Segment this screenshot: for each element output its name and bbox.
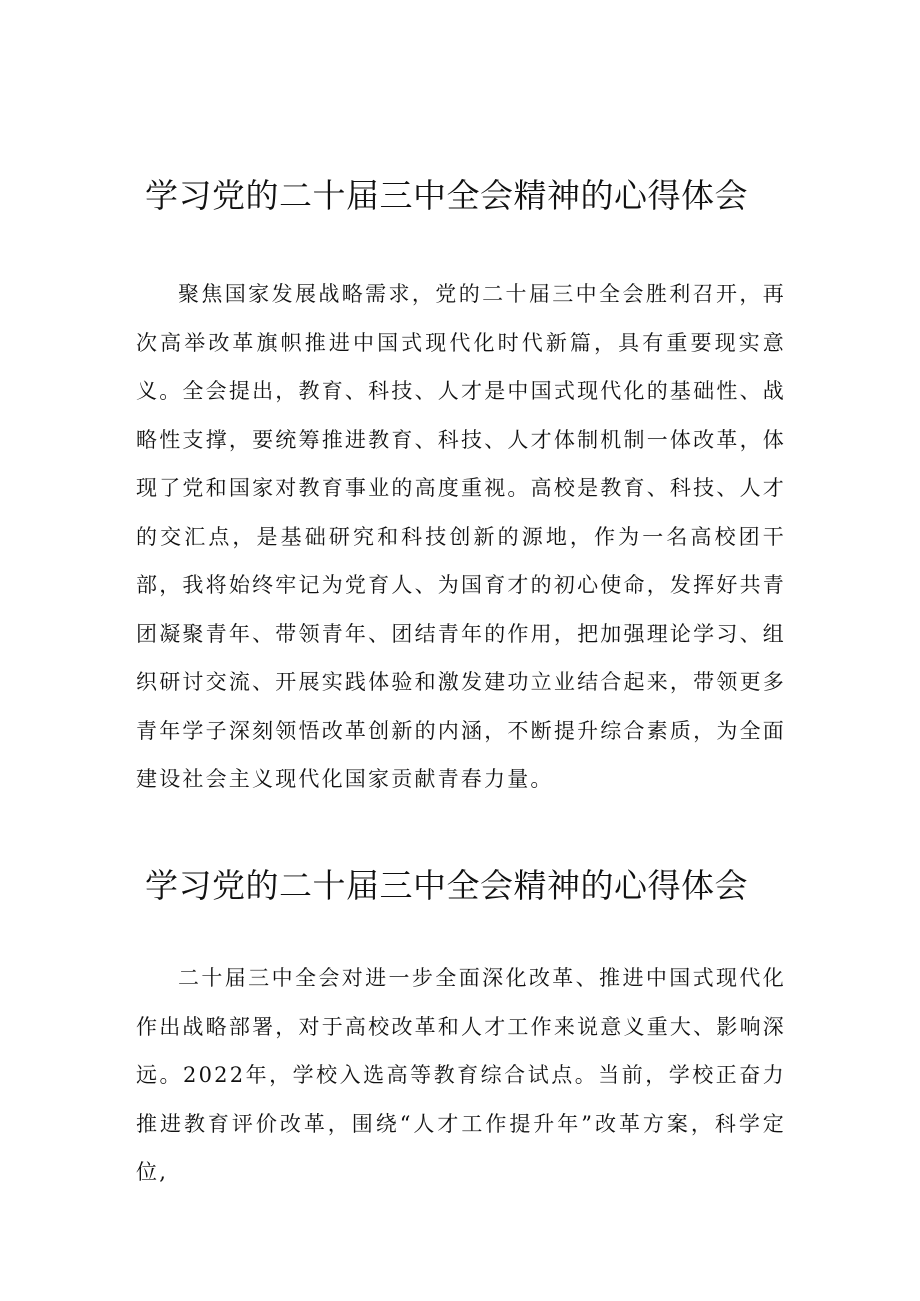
article-title-2: 学习党的二十届三中全会精神的心得体会 [145,866,748,905]
article-section-2 [0,858,920,1184]
article-paragraph-1: 聚焦国家发展战略需求，党的二十届三中全会胜利召开，再次高举改革旗帜推进中国式现代化时代新篇，具有重要现实意义。全会提出，教育、科技、人才是中国式现代化的基础性、战略性支撑，要统筹推进教育、科技、人才体制机制一体改革，体现了党和国家对教育事业的高度重视。高校是教育、科技、人才的交汇点，是基础研究和科技创新的源地，作为一名高校团干部，我将始终牢记为党育人、为国育才的初心使命，发挥好共青团凝聚青年、带领青年、团结青年的作用，把加强理论学习、组织研讨交流、开展实践体验和激发建功立业结合起来，带领更多青年学子深刻领悟改革创新的内涵，不断提升综合素质，为全面建设社会主义现代化国家贡献青春力量。 [136,282,786,791]
article-title-1: 学习党的二十届三中全会精神的心得体会 [145,176,748,215]
article-paragraph-2: 二十届三中全会对进一步全面深化改革、推进中国式现代化作出战略部署，对于高校改革和人才工作来说意义重大、影响深远。2022年，学校入选高等教育综合试点。当前，学校正奋力推进教育评价改革，围绕“人才工作提升年”改革方案，科学定位, [136,966,786,1184]
article-section-1 [0,168,920,791]
